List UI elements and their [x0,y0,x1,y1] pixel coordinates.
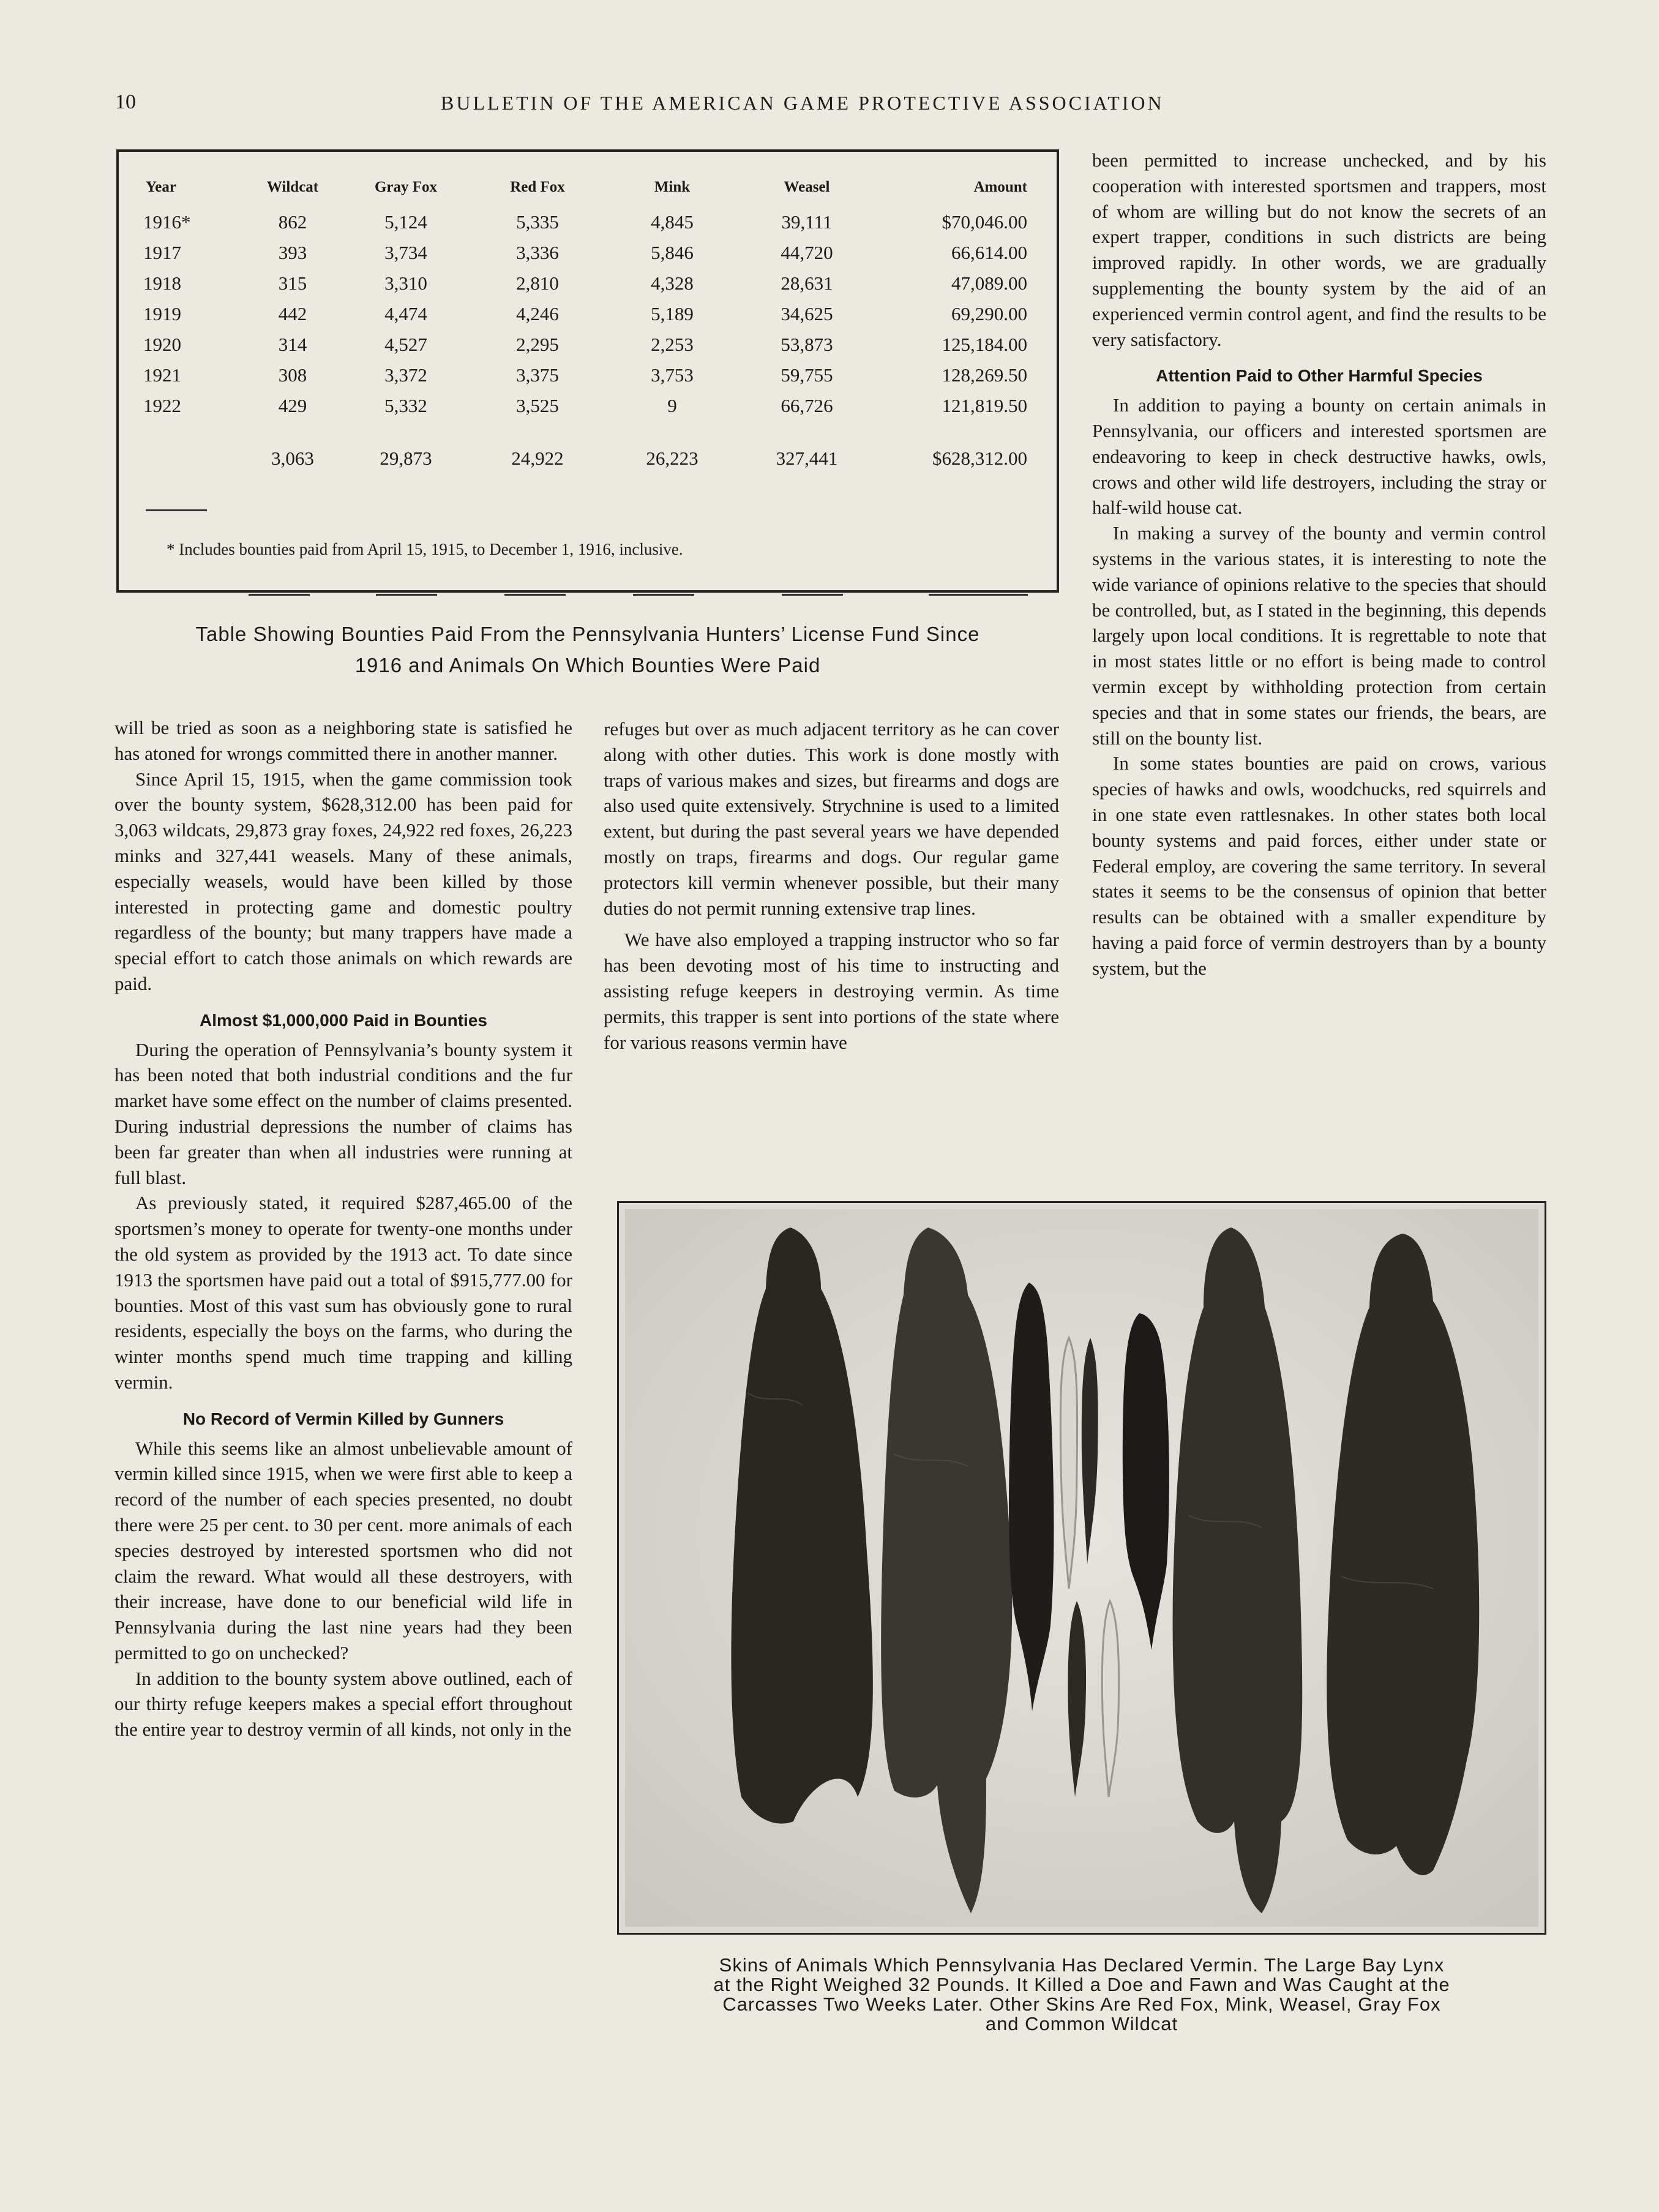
table-cell: 1922 [143,395,181,416]
table-cell: 5,124 [384,211,427,233]
table-cell: 4,845 [651,211,694,233]
table-row [143,391,1027,421]
paragraph: In addition to paying a bounty on certain animals in Pennsylvania, our officers and interested sportsmen are endeavoring to keep in check destructive hawks, owls, crows and other wild life destroyers, including the stray or half-wild house cat. [1092,394,1546,519]
paragraph: will be tried as soon as a neighboring state is satisfied he has atoned for wrongs committed there in another manner. [114,717,572,764]
table-cell: 315 [278,272,307,294]
table-cell: 5,189 [651,303,694,324]
table-cell: 66,726 [781,395,833,416]
table-cell: 442 [278,303,307,324]
table-row [143,299,1027,329]
caption-line: and Common Wildcat [985,2013,1178,2034]
caption-line: Skins of Animals Which Pennsylvania Has Declared Vermin. The Large Bay Lynx [719,1954,1445,1976]
table-cell: 1919 [143,303,181,324]
table-cell: 128,269.50 [942,364,1027,386]
left-column [114,715,572,1742]
table-caption [116,618,1059,681]
table-cell: 24,922 [511,448,564,469]
table-cell: 5,335 [516,211,559,233]
table-cell: 1921 [143,364,181,386]
paragraph: refuges but over as much adjacent territory as he can cover along with other duties. This work is done mostly with traps of various makes and sizes, but firearms and dogs are also used quite extensively. Strychnine is used to a limited extent, but during the past several years we have depended mostly on traps, firearms and dogs. Our regular game protectors kill vermin whenever possible, but their many duties do not permit running extensive trap lines. [604,718,1059,919]
table-cell: $70,046.00 [942,211,1027,233]
paragraph: During the operation of Pennsylvania’s bounty system it has been noted that both industrial conditions and the fur market have some effect on the number of claims presented. During industrial depressions the number of claims has been far greater than when all industries were running at full blast. [114,1038,572,1188]
skins-photo-illustration [625,1209,1538,1927]
bounty-table [116,149,1059,593]
total-rule [504,594,566,596]
table-row [143,207,1027,238]
column-header: Year [146,179,176,195]
total-rule [376,594,437,596]
table-cell: 314 [278,334,307,355]
table-cell: 3,525 [516,395,559,416]
table-cell: 29,873 [380,448,432,469]
paragraph: While this seems like an almost unbelievable amount of vermin killed since 1915, when we were first able to keep a record of the number of each species presented, no doubt there were 25 per cent. to 30 per cent. more animals of each species destroyed by interested sportsmen who did not claim the reward. What would all these destroyers, with their increase, have done to our beneficial wild life in Pennsylvania during the last nine years had they been permitted to go on unchecked? [114,1437,572,1663]
table-cell: 4,474 [384,303,427,324]
table-cell: 1918 [143,272,181,294]
column-header: Amount [973,179,1027,195]
table-cell: 34,625 [781,303,833,324]
table-cell: 28,631 [781,272,833,294]
table-cell: 125,184.00 [942,334,1027,355]
paragraph: Since April 15, 1915, when the game commission took over the bounty system, $628,312.00 has been paid for 3,063 wildcats, 29,873 gray foxes, 24,922 red foxes, 26,223 minks and 327,441 weasels. Many of these animals, especially weasels, would have been killed by those interested in protecting game and domestic poultry regardless of the bounty; but many trappers have made a special effort to catch those animals on which rewards are paid. [114,768,572,994]
table-cell: 3,372 [384,364,427,386]
table-cell: 3,734 [384,242,427,263]
column-header: Red Fox [510,179,565,195]
table-cell: 3,753 [651,364,694,386]
table-cell: 1916* [143,211,191,233]
table-cell: 3,063 [271,448,314,469]
table-cell: 3,310 [384,272,427,294]
middle-column [604,716,1059,1055]
table-cell: 5,846 [651,242,694,263]
table-footnote: * Includes bounties paid from April 15, 1915, to December 1, 1916, inclusive. [167,540,683,558]
table-cell: 69,290.00 [951,303,1027,324]
right-column [1092,148,1546,981]
table-cell: 3,336 [516,242,559,263]
table-body [143,207,1027,474]
table-cell [143,421,250,474]
table-cell: $628,312.00 [932,448,1027,469]
total-rule [633,594,694,596]
totals-row [143,421,1027,474]
table-cell: 862 [278,211,307,233]
table-cell: 2,253 [651,334,694,355]
table-cell: 53,873 [781,334,833,355]
table-row [143,268,1027,299]
table-cell: 2,295 [516,334,559,355]
table-cell: 1920 [143,334,181,355]
table-cell: 393 [278,242,307,263]
table-cell: 3,375 [516,364,559,386]
table-cell: 59,755 [781,364,833,386]
table-cell: 66,614.00 [951,242,1027,263]
paragraph: We have also employed a trapping instructor who so far has been devoting most of his time to instructing and assisting refuge keepers in destroying vermin. As time permits, this trapper is sent into portions of the state where for various reasons vermin have [604,929,1059,1053]
table-header-row [143,179,1027,207]
column-header: Wildcat [266,179,319,195]
table-side-rule [146,509,207,511]
caption-line: at the Right Weighed 32 Pounds. It Killed a Doe and Fawn and Was Caught at the [713,1974,1450,1995]
table-cell: 429 [278,395,307,416]
table-cell: 44,720 [781,242,833,263]
photo-caption [618,1955,1545,2034]
caption-line: 1916 and Animals On Which Bounties Were Paid [354,654,821,677]
running-header: BULLETIN OF THE AMERICAN GAME PROTECTIVE ASSOCIATION [441,92,1164,114]
caption-line: Carcasses Two Weeks Later. Other Skins Are Red Fox, Mink, Weasel, Gray Fox [722,1993,1441,2015]
table-row [143,329,1027,360]
paragraph: In some states bounties are paid on crows, various species of hawks and owls, woodchucks, red squirrels and in one state even rattlesnakes. In other states both local bounty systems and paid forces, either under state or Federal employ, are covering the same territory. In several states it seems to be the consensus of opinion that better results can be obtained with a smaller expenditure by having a paid force of vermin destroyers than by a bounty system, but the [1092,752,1546,979]
table-cell: 5,332 [384,395,427,416]
table-cell: 327,441 [776,448,838,469]
table-cell: 4,527 [384,334,427,355]
table-cell: 308 [278,364,307,386]
table-cell: 39,111 [781,211,833,233]
page-number: 10 [115,91,136,113]
section-heading: Almost $1,000,000 Paid in Bounties [200,1010,487,1030]
table-row [143,238,1027,268]
section-heading: Attention Paid to Other Harmful Species [1156,366,1483,386]
paragraph: In addition to the bounty system above outlined, each of our thirty refuge keepers makes a special effort throughout the entire year to destroy vermin of all kinds, not only in the [114,1667,572,1741]
table-cell: 26,223 [646,448,698,469]
total-rule [249,594,310,596]
total-rule [929,594,1028,596]
table-cell: 121,819.50 [942,395,1027,416]
column-header: Gray Fox [374,179,438,195]
section-heading: No Record of Vermin Killed by Gunners [182,1409,504,1428]
column-header: Weasel [784,179,830,195]
total-rule [782,594,843,596]
table-cell: 9 [667,395,677,416]
caption-line: Table Showing Bounties Paid From the Pennsylvania Hunters’ License Fund Since [195,623,980,645]
bounty-data-table [143,179,1027,474]
table-cell: 47,089.00 [951,272,1027,294]
table-cell: 1917 [143,242,181,263]
paragraph: As previously stated, it required $287,465.00 of the sportsmen’s money to operate for twenty-one months under the old system as provided by the 1913 act. To date since 1913 the sportsmen have paid out a total of $915,777.00 for bounties. Most of this vast sum has obviously gone to rural residents, especially the boys on the farms, who during the winter months spend much time trapping and killing vermin. [114,1192,572,1393]
column-header: Mink [654,179,691,195]
table-cell: 2,810 [516,272,559,294]
table-row [143,360,1027,391]
paragraph: In making a survey of the bounty and vermin control systems in the various states, it is interesting to note the wide variance of opinions relative to the species that should be controlled, but, as I stated in the beginning, this depends largely upon local conditions. It is regrettable to note that in most states little or no effort is being made to control vermin except by withholding protection from certain species and that in some states our friends, the bears, are still on the bounty list. [1092,522,1546,749]
paragraph: been permitted to increase unchecked, and by his cooperation with interested sportsmen and trappers, most of whom are willing but do not know the secrets of an expert trapper, conditions in such districts are being improved rapidly. In other words, we are gradually supplementing the bounty system by the aid of an experienced vermin control agent, and find the results to be very satisfactory. [1092,149,1546,350]
table-cell: 4,328 [651,272,694,294]
animal-skins-photo [617,1201,1546,1935]
table-cell: 4,246 [516,303,559,324]
